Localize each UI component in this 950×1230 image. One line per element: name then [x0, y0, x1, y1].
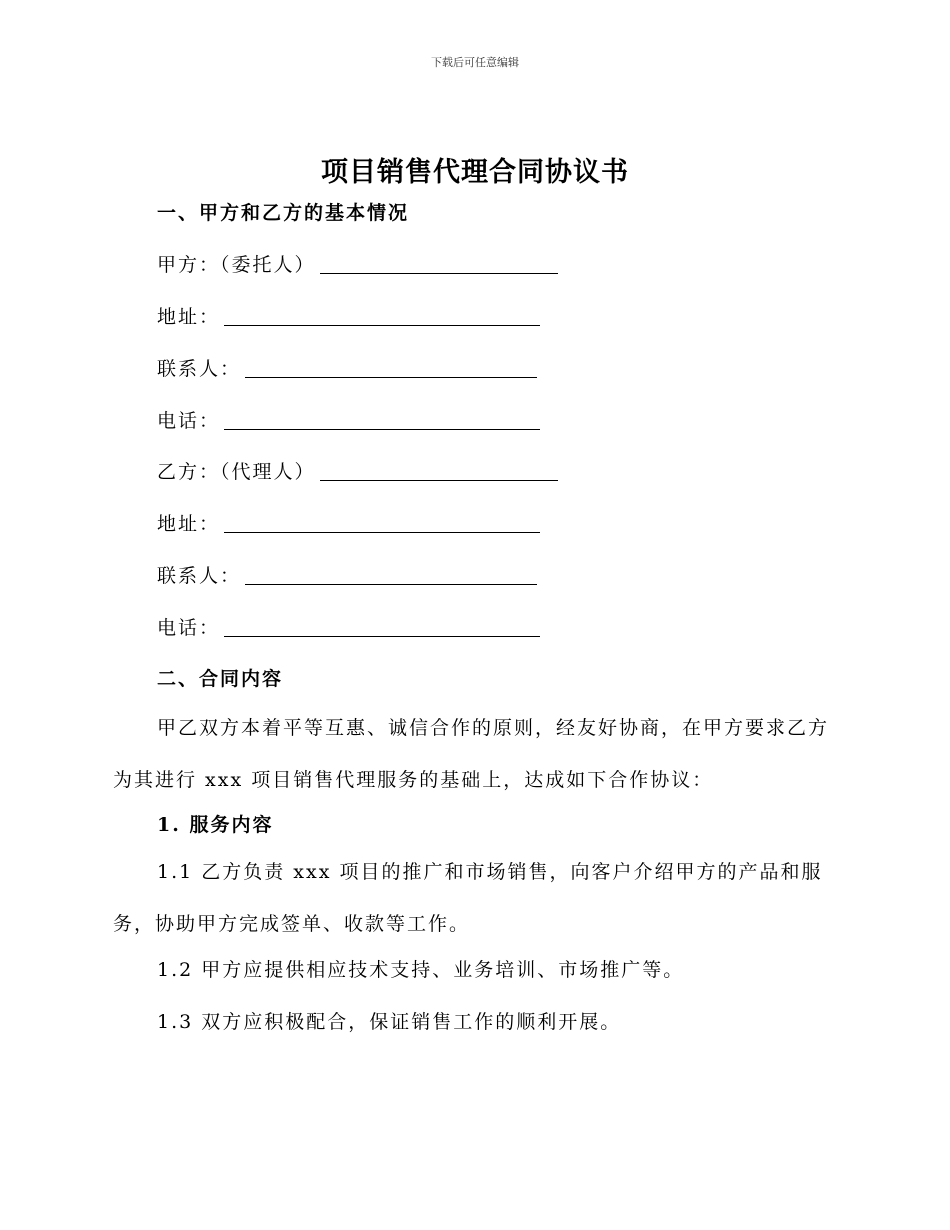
service-item-1-2: 1.2 甲方应提供相应技术支持、业务培训、市场推广等。	[157, 959, 685, 981]
service-item-1-3: 1.3 双方应积极配合，保证销售工作的顺利开展。	[157, 1011, 622, 1033]
party-a-contact-field	[157, 354, 537, 381]
party-a-address-label: 地址：	[157, 306, 221, 328]
party-a-phone-blank-line[interactable]	[224, 428, 540, 430]
service-item-1-1: 1.1 乙方负责 xxx 项目的推广和市场销售，向客户介绍甲方的产品和服务，协助甲方完成签单、收款等工作。	[113, 861, 823, 935]
document-title: 项目销售代理合同协议书	[321, 157, 629, 188]
section-heading-contract-content: 二、合同内容	[157, 668, 284, 690]
party-b-contact-blank-line[interactable]	[245, 583, 537, 585]
party-b-address-blank-line[interactable]	[224, 531, 540, 533]
intro-paragraph: 甲乙双方本着平等互惠、诚信合作的原则，经友好协商，在甲方要求乙方为其进行 xxx 项目销售代理服务的基础上，达成如下合作协议：	[113, 717, 830, 791]
subheading-service-content: 1. 服务内容	[157, 814, 274, 836]
party-a-contact-blank-line[interactable]	[245, 376, 537, 378]
header-note: 下载后可任意编辑	[431, 56, 519, 69]
party-a-phone-field	[157, 406, 540, 433]
party-b-address-label: 地址：	[157, 513, 221, 535]
party-a-contact-label: 联系人：	[157, 358, 242, 380]
section-heading-basic-info: 一、甲方和乙方的基本情况	[157, 202, 410, 224]
party-b-contact-label: 联系人：	[157, 565, 242, 587]
party-b-phone-blank-line[interactable]	[224, 635, 540, 637]
party-a-field	[157, 250, 558, 277]
party-b-contact-field	[157, 561, 537, 588]
party-b-blank-line[interactable]	[320, 479, 558, 481]
party-a-blank-line[interactable]	[320, 272, 558, 274]
party-a-address-blank-line[interactable]	[224, 324, 540, 326]
party-b-field	[157, 457, 558, 484]
party-b-phone-field	[157, 613, 540, 640]
party-a-label: 甲方：（委托人）	[157, 254, 316, 276]
party-a-address-field	[157, 302, 540, 329]
party-b-phone-label: 电话：	[157, 617, 221, 639]
party-a-phone-label: 电话：	[157, 410, 221, 432]
party-b-label: 乙方：（代理人）	[157, 461, 316, 483]
party-b-address-field	[157, 509, 540, 536]
